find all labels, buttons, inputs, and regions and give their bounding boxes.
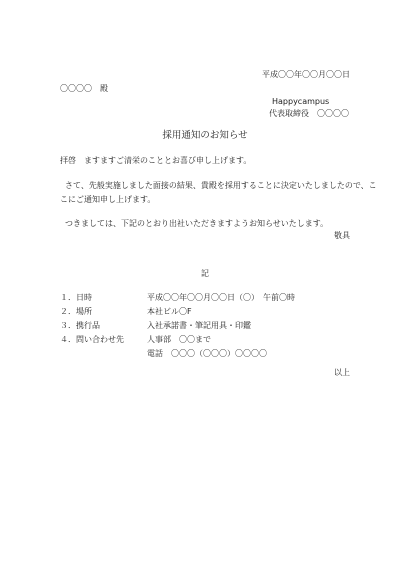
sender-name: 代表取締役 〇〇〇〇 <box>269 109 349 118</box>
body-paragraph-1-line-1: さて、先般実施しました面接の結果、貴殿を採用することに決定いたしましたので、こ <box>65 181 377 190</box>
body-paragraph-1-line-2: こにご通知申し上げます。 <box>60 195 156 204</box>
greeting-line: 拝啓 ますますご清栄のこととお喜び申し上げます。 <box>60 156 252 165</box>
body-paragraph-2: つきましては、下記のとおり出社いただきますようお知らせいたします。 <box>65 219 329 228</box>
item-value: 本社ビル〇F <box>147 307 192 316</box>
item-label: １．日時 <box>60 293 92 302</box>
item-label: ４．問い合わせ先 <box>60 335 124 344</box>
item-value: 電話 〇〇〇（〇〇〇）〇〇〇〇 <box>147 349 267 358</box>
closing-keigu: 敬具 <box>334 231 350 240</box>
item-label: ２．場所 <box>60 307 92 316</box>
document-title: 採用通知のお知らせ <box>162 130 248 141</box>
recipient-name: 〇〇〇〇 殿 <box>60 84 108 93</box>
item-value: 入社承諾書・筆記用具・印鑑 <box>147 321 251 330</box>
item-value: 平成〇〇年〇〇月〇〇日（〇） 午前〇時 <box>147 293 295 302</box>
item-value: 人事部 〇〇まで <box>147 335 211 344</box>
ki-heading: 記 <box>201 269 209 278</box>
document-date: 平成〇〇年〇〇月〇〇日 <box>262 70 350 79</box>
closing-ijou: 以上 <box>334 368 350 377</box>
item-label: ３．携行品 <box>60 321 100 330</box>
company-name: Happycampus <box>272 97 330 106</box>
